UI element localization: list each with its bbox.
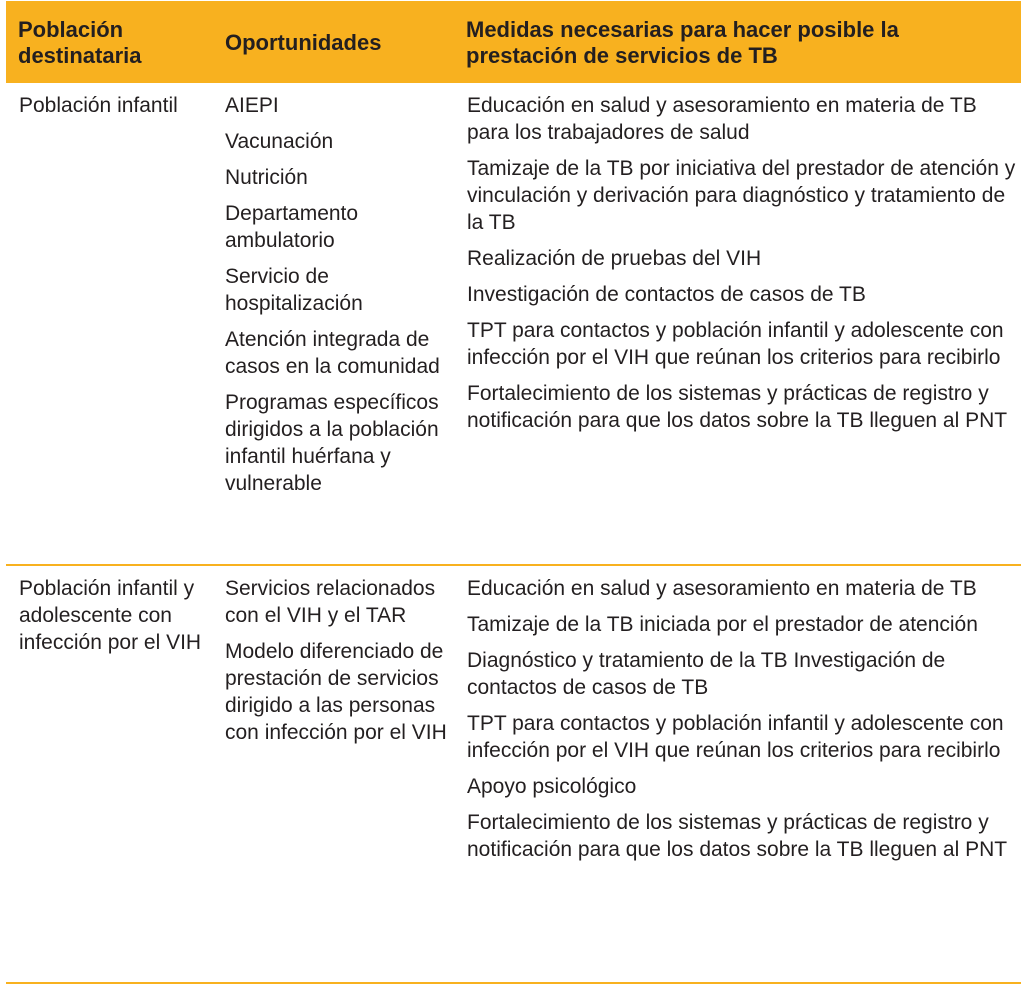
list-item: AIEPI bbox=[225, 94, 279, 117]
list-item: Diagnóstico y tratamiento de la TB Investigación de contactos de casos de TB bbox=[467, 649, 946, 699]
list-item: Atención integrada de casos en la comunidad bbox=[225, 328, 440, 378]
header-measures: Medidas necesarias para hacer posible la prestación de servicios de TB bbox=[466, 17, 899, 68]
table-bottom-border bbox=[6, 982, 1021, 984]
list-item: Tamizaje de la TB iniciada por el prestador de atención bbox=[467, 613, 978, 636]
list-item: Realización de pruebas del VIH bbox=[467, 247, 762, 270]
list-item: Servicio de hospitalización bbox=[225, 265, 363, 315]
list-item: Servicios relacionados con el VIH y el TAR bbox=[225, 577, 436, 627]
header-population: Población destinataria bbox=[18, 17, 142, 68]
list-item: Investigación de contactos de casos de TB bbox=[467, 283, 866, 306]
list-item: Fortalecimiento de los sistemas y prácticas de registro y notificación para que los datos sobre la TB lleguen al PNT bbox=[467, 811, 1008, 861]
table-header bbox=[6, 1, 1021, 83]
list-item: Fortalecimiento de los sistemas y prácticas de registro y notificación para que los datos sobre la TB lleguen al PNT bbox=[467, 382, 1008, 432]
row2-opportunities bbox=[225, 575, 450, 755]
list-item: Modelo diferenciado de prestación de servicios dirigido a las personas con infección por el VIH bbox=[225, 640, 447, 744]
list-item: Programas específicos dirigidos a la población infantil huérfana y vulnerable bbox=[225, 391, 439, 495]
list-item: Vacunación bbox=[225, 130, 334, 153]
list-item: Educación en salud y asesoramiento en materia de TB bbox=[467, 577, 977, 600]
list-item: Apoyo psicológico bbox=[467, 775, 637, 798]
header-opportunities: Oportunidades bbox=[225, 30, 382, 55]
list-item: Nutrición bbox=[225, 166, 308, 189]
row1-opportunities bbox=[225, 92, 450, 506]
list-item: Tamizaje de la TB por iniciativa del prestador de atención y vinculación y derivación para diagnóstico y tratamiento de la TB bbox=[467, 157, 1016, 234]
list-item: TPT para contactos y población infantil y adolescente con infección por el VIH que reúnan los criterios para recibirlo bbox=[467, 712, 1004, 762]
row2-population: Población infantil y adolescente con infección por el VIH bbox=[19, 577, 202, 654]
row1-measures bbox=[467, 92, 1017, 443]
list-item: TPT para contactos y población infantil y adolescente con infección por el VIH que reúnan los criterios para recibirlo bbox=[467, 319, 1004, 369]
row1-population: Población infantil bbox=[19, 94, 178, 117]
list-item: Departamento ambulatorio bbox=[225, 202, 359, 252]
list-item: Educación en salud y asesoramiento en materia de TB para los trabajadores de salud bbox=[467, 94, 977, 144]
row2-measures bbox=[467, 575, 1017, 872]
row-divider bbox=[6, 564, 1021, 566]
